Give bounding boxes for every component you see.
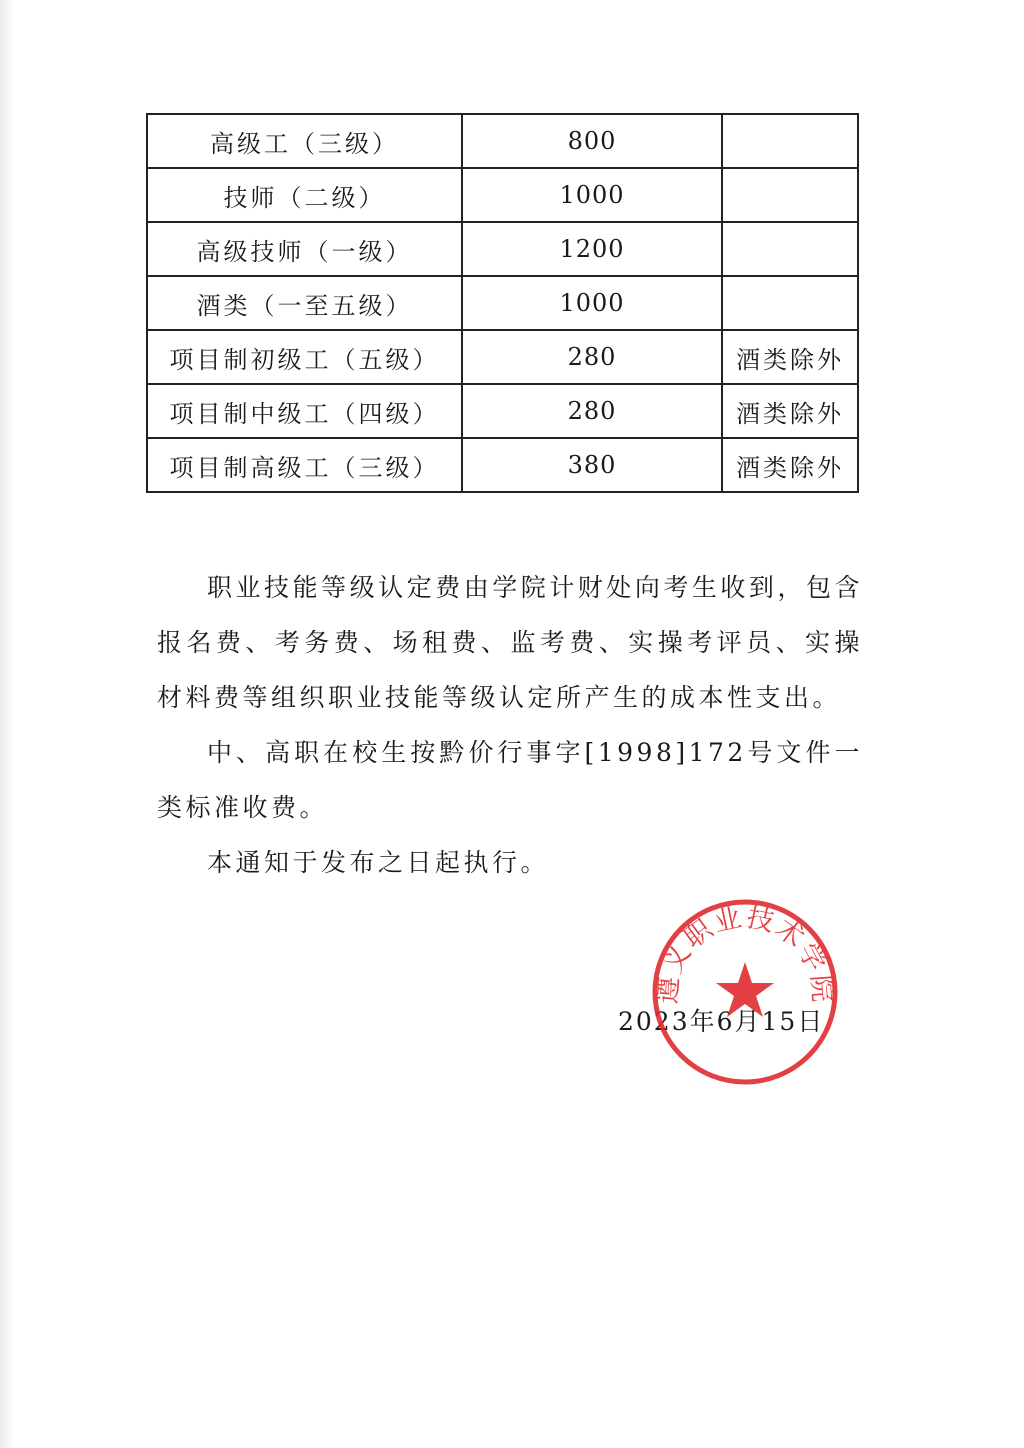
fee-cell: 1000 — [462, 168, 722, 222]
table-row — [147, 438, 858, 492]
note-cell: 酒类除外 — [722, 384, 858, 438]
fee-cell: 1000 — [462, 276, 722, 330]
fee-table — [146, 113, 859, 493]
page-edge-shadow — [0, 0, 14, 1448]
note-cell — [722, 168, 858, 222]
level-cell: 项目制高级工（三级） — [147, 438, 462, 492]
table-row — [147, 168, 858, 222]
star-icon — [716, 962, 774, 1017]
fee-cell: 280 — [462, 384, 722, 438]
level-cell: 酒类（一至五级） — [147, 276, 462, 330]
paragraph-fee-scope: 职业技能等级认定费由学院计财处向考生收到，包含报名费、考务费、场租费、监考费、实操考评员、实操材料费等组织职业技能等级认定所产生的成本性支出。 — [157, 573, 863, 712]
note-cell — [722, 276, 858, 330]
fee-cell: 380 — [462, 438, 722, 492]
table-row — [147, 330, 858, 384]
table-row — [147, 384, 858, 438]
note-cell — [722, 114, 858, 168]
seal-text: 遵义职业技术学院 — [652, 902, 838, 1006]
level-cell: 高级工（三级） — [147, 114, 462, 168]
note-cell — [722, 222, 858, 276]
notice-body — [157, 560, 863, 890]
paragraph-student-standard: 中、高职在校生按黔价行事字[1998]172号文件一类标准收费。 — [157, 738, 863, 822]
paragraph-effective-date: 本通知于发布之日起执行。 — [207, 848, 550, 877]
note-cell: 酒类除外 — [722, 438, 858, 492]
issue-date: 2023年6月15日 — [618, 1007, 825, 1036]
note-cell: 酒类除外 — [722, 330, 858, 384]
level-cell: 项目制初级工（五级） — [147, 330, 462, 384]
fee-cell: 280 — [462, 330, 722, 384]
table-row — [147, 114, 858, 168]
official-seal — [650, 897, 840, 1087]
fee-cell: 800 — [462, 114, 722, 168]
level-cell: 高级技师（一级） — [147, 222, 462, 276]
fee-cell: 1200 — [462, 222, 722, 276]
table-row — [147, 276, 858, 330]
level-cell: 技师（二级） — [147, 168, 462, 222]
table-row — [147, 222, 858, 276]
level-cell: 项目制中级工（四级） — [147, 384, 462, 438]
